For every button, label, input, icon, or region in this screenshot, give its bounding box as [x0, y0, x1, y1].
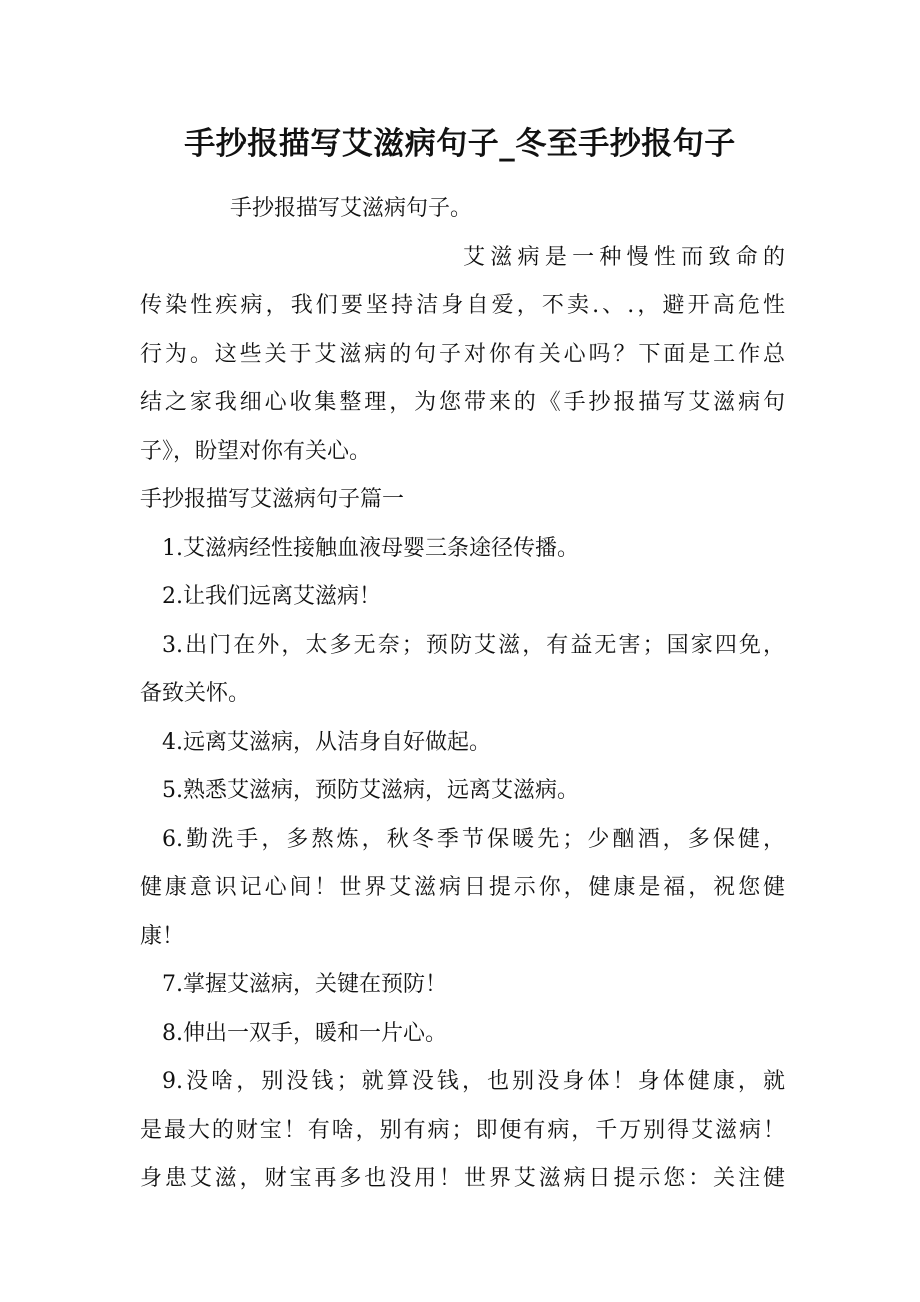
list-item-continuation: 备致关怀。: [140, 681, 251, 706]
list-item-continuation: 健康意识记心间！世界艾滋病日提示你，健康是福，祝您健: [140, 875, 785, 900]
list-item-continuation: 身患艾滋，财宝再多也没用！世界艾滋病日提示您：关注健: [140, 1166, 785, 1191]
list-item-continuation: 是最大的财宝！有啥，别有病；即便有病，千万别得艾滋病！: [140, 1117, 785, 1143]
list-item-continuation: 康！: [140, 923, 185, 949]
list-item: 2.让我们远离艾滋病！: [162, 584, 381, 609]
list-item: 6.勤洗手，多熬炼，秋冬季节保暖先；少酗酒，多保健，: [162, 826, 785, 852]
intro-line: 手抄报描写艾滋病句子。: [230, 196, 473, 221]
list-item: 4.远离艾滋病，从洁身自好做起。: [162, 729, 491, 755]
list-item: 9.没啥，别没钱；就算没钱，也别没身体！身体健康，就: [162, 1069, 785, 1094]
list-item: 5.熟悉艾滋病，预防艾滋病，远离艾滋病。: [162, 778, 579, 803]
section-heading: 手抄报描写艾滋病句子篇一: [140, 487, 405, 512]
paragraph-line: 艾滋病是一种慢性而致命的: [463, 244, 785, 270]
paragraph-line: 结之家我细心收集整理，为您带来的《手抄报描写艾滋病句: [140, 390, 785, 415]
paragraph-line: 传染性疾病，我们要坚持洁身自爱，不卖.、.，避开高危性: [140, 293, 785, 318]
paragraph-line: 行为。这些关于艾滋病的句子对你有关心吗？下面是工作总: [140, 341, 785, 367]
list-item: 3.出门在外，太多无奈；预防艾滋，有益无害；国家四免，: [162, 632, 785, 658]
paragraph-line: 子》，盼望对你有关心。: [140, 438, 372, 464]
list-item: 8.伸出一双手，暖和一片心。: [162, 1020, 447, 1046]
list-item: 7.掌握艾滋病，关键在预防！: [162, 972, 447, 997]
document-title: 手抄报描写艾滋病句子_冬至手抄报句子: [184, 126, 736, 162]
document-body: [140, 185, 785, 1204]
list-item: 1.艾滋病经性接触血液母婴三条途径传播。: [162, 535, 579, 561]
